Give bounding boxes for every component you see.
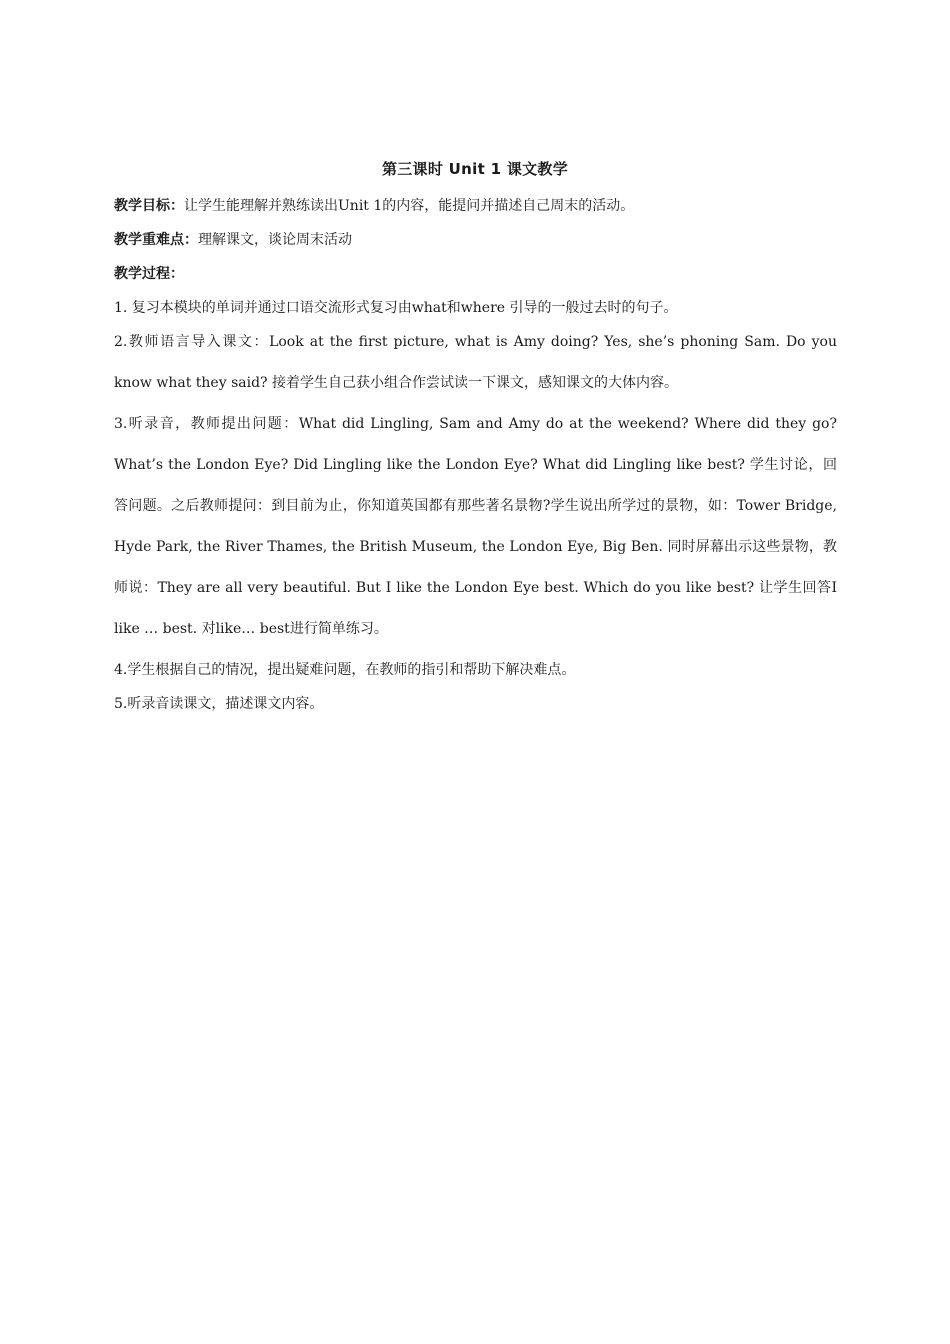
keypoints-line [114, 228, 837, 252]
process-step-2: 2.教师语言导入课文：Look at the first picture, what is Amy doing? Yes, she’s phoning Sam. Do you know what they said? 接着学生自己获小组合作尝试读一下课文，感知课文的大体内容。 [114, 334, 837, 391]
objective-line [114, 194, 837, 218]
process-step-3: 3.听录音，教师提出问题：What did Lingling, Sam and Amy do at the weekend? Where did they go? What’s the London Eye? Did Lingling like the London Eye? What did Lingling like best? 学生讨论，回答问题。之后教师提问：到目前为止，你知道英国都有那些著名景物?学生说出所学过的景物，如：Tower Bridge, Hyde Park, the River Thames, the British Museum, the London Eye, Big Ben. 同时屏幕出示这些景物，教师说：They are all very beautiful. But I like the London Eye best. Which do you like best? 让学生回答I like … best. 对like… best进行简单练习。 [114, 416, 837, 637]
process-step-4: 4.学生根据自己的情况，提出疑难问题，在教师的指引和帮助下解决难点。 [114, 662, 576, 678]
process-step-5: 5.听录音读课文，描述课文内容。 [114, 696, 324, 712]
objective-text: 让学生能理解并熟练读出Unit 1的内容，能提问并描述自己周末的活动。 [184, 198, 635, 214]
objective-label: 教学目标： [114, 198, 184, 214]
document-body [114, 194, 837, 726]
process-line [114, 262, 837, 286]
keypoints-text: 理解课文，谈论周末活动 [198, 232, 352, 248]
keypoints-label: 教学重难点： [114, 232, 198, 248]
process-step-1: 1. 复习本模块的单词并通过口语交流形式复习由what和where 引导的一般过去时的句子。 [114, 300, 678, 316]
process-label: 教学过程： [114, 266, 184, 282]
document-title: 第三课时 Unit 1 课文教学 [381, 160, 569, 178]
